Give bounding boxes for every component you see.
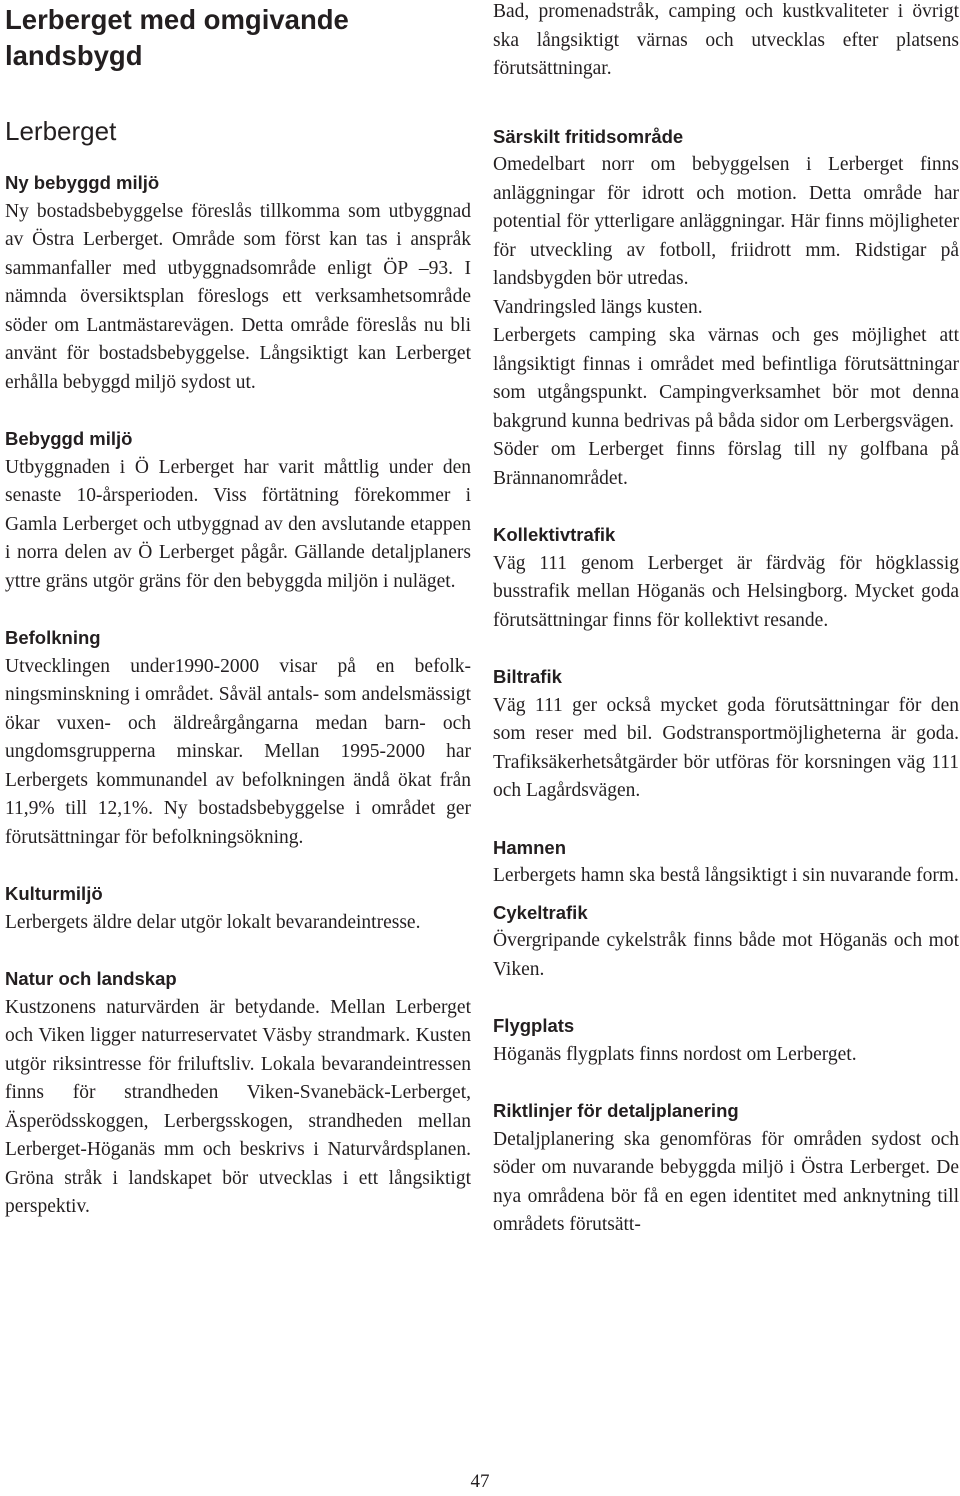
section-bad-och-kust <box>493 0 959 84</box>
body-paragraph: Utbyggnaden i Ö Lerberget har varit måttlig under den senaste 10-årsperioden. Viss förtätning förekommer i Gamla Lerberget och utbyggnad av den avslutande etappen i norra delen av Ö Lerberget pågår. Gällande detaljplaners yttre gräns utgör gräns för den bebyggda miljön i nuläget. <box>5 456 471 592</box>
body-paragraph: Väg 111 ger också mycket goda förutsättningar för den som reser med bil. Godstransportmöjligheterna är goda. Trafiksäkerhetsåtgärder bör utföras för korsningen väg 111 och Lagårdsvägen. <box>493 694 959 801</box>
section-heading: Särskilt fritidsområde <box>493 125 684 147</box>
body-paragraph: Kustzonens naturvärden är betydande. Mellan Lerberget och Viken ligger naturreservatet Väsby strandmark. Kusten utgör riksintresse för friluftsliv. Lokala bevarandeintressen finns för strandheden Viken-Svanebäck-Lerberget, Äsperödsskoggen, Lerbergsskogen, strandheden mellan Lerberget-Höganäs mm och beskrivs i Naturvårdsplanen. Gröna stråk i landskapet bör utvecklas i ett långsiktigt perspektiv. <box>5 996 471 1217</box>
page-number: 47 <box>470 1471 490 1492</box>
section-riktlinjer-for-detaljplanering <box>493 1097 959 1240</box>
section-kollektivtrafik <box>493 521 959 635</box>
body-paragraph: Bad, promenadstråk, camping och kustkvaliteter i övrigt ska långsiktigt värnas och utvecklas efter platsens förutsättningar. <box>493 1 959 79</box>
body-paragraph: Detaljplanering ska genomföras för områden sydost och söder om nuvarande bebyggda miljö i Östra Lerberget. De nya områdena bör få en egen identitet med anknytning till områdets förutsätt- <box>493 1128 959 1235</box>
left-column <box>5 0 471 1222</box>
section-heading: Flygplats <box>493 1015 575 1036</box>
body-paragraph: Övergripande cykelstråk finns både mot Höganäs och mot Viken. <box>493 930 959 980</box>
body-paragraph: Höganäs flygplats finns nordost om Lerberget. <box>493 1043 857 1065</box>
section-heading: Hamnen <box>493 836 566 858</box>
section-flygplats <box>493 1012 959 1069</box>
section-natur-och-landskap <box>5 965 471 1222</box>
area-title: Lerberget <box>5 116 117 146</box>
body-paragraph: Väg 111 genom Lerberget är färdväg för högklassig busstrafik mellan Höganäs och Helsingborg. Mycket goda förutsättningar finns för kollektivt resande. <box>493 552 959 631</box>
body-paragraph: Lerbergets hamn ska bestå långsiktigt i sin nuvarande form. <box>493 865 959 886</box>
section-sarskilt-fritidsomrade <box>493 123 959 494</box>
section-heading: Natur och landskap <box>5 968 177 989</box>
body-paragraph: Omedelbart norr om bebyggelsen i Lerberget finns anläggningar för idrott och motion. Detta område har potential för ytterligare anläggningar. Här finns möjligheter för utveckling av fotboll, friidrott mm. Ridstigar på landsbygden bör utredas. <box>493 154 959 289</box>
section-kulturmiljo <box>5 880 471 937</box>
body-paragraph: Söder om Lerberget finns förslag till ny golfbana på Brännanområdet. <box>493 439 959 489</box>
section-hamnen <box>493 834 959 891</box>
section-cykeltrafik <box>493 899 959 985</box>
body-paragraph: Lerbergets camping ska värnas och ges möjlighet att långsiktigt finnas i området med befintliga förutsättningar som utgångspunkt. Campingverksamhet bör mot denna bakgrund kunna bedrivas på båda sidor om Lerbergsvägen. <box>493 325 959 432</box>
body-paragraph: Ny bostadsbebyggelse föreslås tillkomma som utbyggnad av Östra Lerberget. Område som först kan tas i anspråk sammanfaller med utbyggnadsområde enligt ÖP –93. I nämnda översiktsplan föreslogs ett verksamhetsområde söder om Lantmästarevägen. Detta område föreslås nu bli använt för bostadsbebyggelse. Långsiktigt kan Lerberget erhålla bebyggd miljö sydost ut. <box>5 200 471 393</box>
section-bebyggd-miljo <box>5 425 471 596</box>
body-paragraph: Vandringsled längs kusten. <box>493 296 703 318</box>
section-heading: Ny bebyggd miljö <box>5 172 160 193</box>
right-column <box>493 0 959 1240</box>
section-heading: Kulturmiljö <box>5 883 103 904</box>
section-ny-bebyggd-miljo <box>5 169 471 397</box>
body-paragraph: Lerbergets äldre delar utgör lokalt bevarandeintresse. <box>5 911 421 933</box>
section-heading: Bebyggd miljö <box>5 428 133 449</box>
section-heading: Riktlinjer för detaljplanering <box>493 1100 739 1121</box>
section-befolkning <box>5 624 471 852</box>
section-heading: Befolkning <box>5 627 101 648</box>
section-heading: Cykeltrafik <box>493 901 588 923</box>
page-title: Lerberget med omgivande landsbygd <box>5 4 349 71</box>
body-paragraph: Utvecklingen under1990-2000 visar på en befolkningsminskning i området. Såväl antals- som andelsmässigt ökar vuxen- och äldreårgångarna medan barn- och ungdomsgrupperna minskar. Mellan 1995-2000 har Lerbergets kommunandel av befolkningen ändå ökat från 11,9% till 12,1%. Ny bostadsbebyggelse i området ger förutsättningar för befolkningsökning. <box>5 655 471 848</box>
section-biltrafik <box>493 663 959 806</box>
section-heading: Biltrafik <box>493 666 562 687</box>
section-heading: Kollektivtrafik <box>493 524 616 545</box>
